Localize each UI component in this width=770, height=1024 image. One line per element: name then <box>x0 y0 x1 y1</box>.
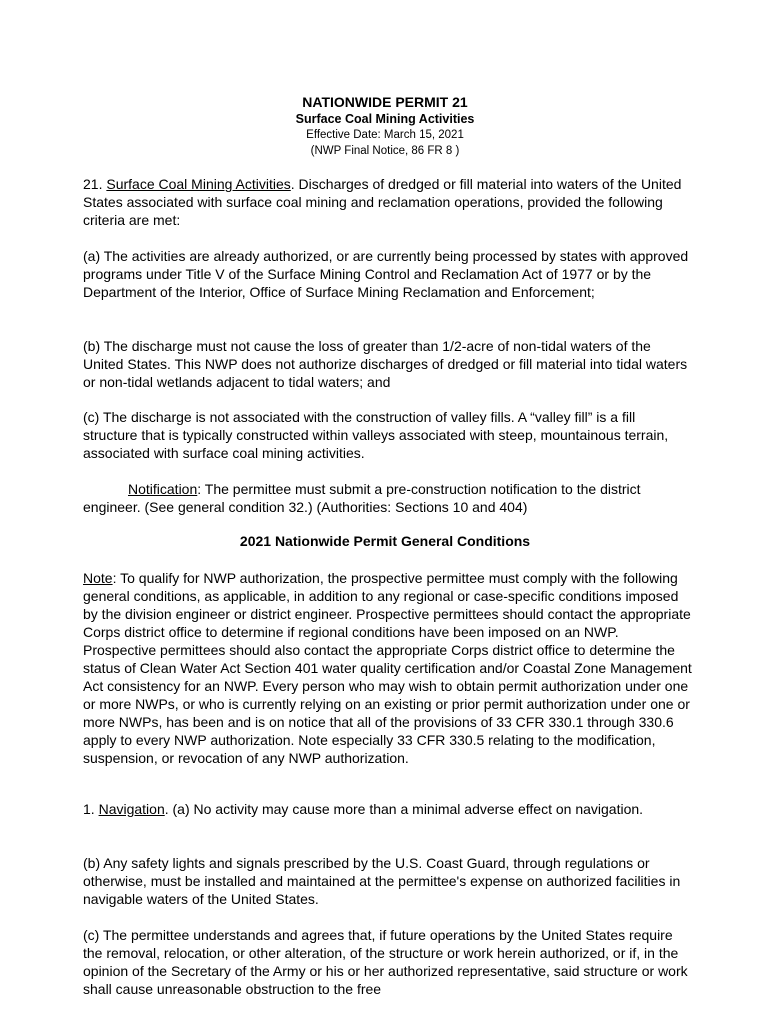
final-notice-ref: (NWP Final Notice, 86 FR 8 ) <box>310 145 460 157</box>
general-conditions-heading: 2021 Nationwide Permit General Conditions <box>239 533 531 549</box>
note-text: : To qualify for NWP authorization, the prospective permittee must comply with the following general conditions, as applicable, in addition to any regional or case-specific conditions imposed by the division engineer or district engineer. Prospective permittees should contact the appropriate Corps district office to determine if regional conditions have been imposed on an NWP. Prospective permittees should also contact the appropriate Corps district office to determine the status of Clean Water Act Section 401 water quality certification and/or Coastal Zone Management Act consistency for an NWP. Every person who may wish to obtain permit authorization under one or more NWPs, or who is currently relying on an existing or prior permit authorization under one or more NWPs, has been and is on notice that all of the provisions of 33 CFR 330.1 through 330.6 apply to every NWP authorization. Note especially 33 CFR 330.5 relating to the modification, suspension, or revocation of any NWP authorization. <box>83 570 692 766</box>
document-header <box>0 94 770 159</box>
criterion-a: (a) The activities are already authorized, or are currently being processed by states with approved programs under Title V of the Surface Mining Control and Reclamation Act of 1977 or by the Department of the Interior, Office of Surface Mining Reclamation and Enforcement; <box>83 248 689 300</box>
page-subtitle: Surface Coal Mining Activities <box>295 112 475 126</box>
note-paragraph <box>83 569 693 767</box>
criterion-c: (c) The discharge is not associated with the construction of valley fills. A “valley fill” is a fill structure that is typically constructed within valleys associated with steep, mountainous terrain, associated with surface coal mining activities. <box>83 409 669 461</box>
navigation-text: . (a) No activity may cause more than a minimal adverse effect on navigation. <box>164 801 644 817</box>
nwp21-intro <box>83 175 693 229</box>
page-title: NATIONWIDE PERMIT 21 <box>302 94 468 110</box>
navigation-b: (b) Any safety lights and signals prescribed by the U.S. Coast Guard, through regulations or otherwise, must be installed and maintained at the permittee's expense on authorized facilities in navigable waters of the United States. <box>83 855 681 907</box>
notification-label: Notification <box>128 481 198 497</box>
effective-date: Effective Date: March 15, 2021 <box>306 129 464 141</box>
navigation-c: (c) The permittee understands and agrees that, if future operations by the United States require the removal, relocation, or other alteration, of the structure or work herein authorized, or if, in the opinion of the Secretary of the Army or his or her authorized representative, said structure or work shall cause unreasonable obstruction to the free <box>83 927 688 997</box>
notification-text: : The permittee must submit a pre-construction notification to the district engineer. (See general condition 32.) (Authorities: Sections 10 and 404) <box>83 481 641 515</box>
navigation-label: Navigation <box>98 801 165 817</box>
nwp21-title: Surface Coal Mining Activities <box>106 176 291 192</box>
navigation-paragraph <box>83 800 693 818</box>
navigation-number: 1. <box>83 801 99 817</box>
nwp21-number: 21. <box>83 176 107 192</box>
notification-paragraph <box>83 480 693 516</box>
note-label: Note <box>83 570 113 586</box>
nwp21-text: . Discharges of dredged or fill material into waters of the United States associated with surface coal mining and reclamation operations, provided the following criteria are met: <box>83 176 682 228</box>
criterion-b: (b) The discharge must not cause the loss of greater than 1/2-acre of non-tidal waters of the United States. This NWP does not authorize discharges of dredged or fill material into tidal waters or non-tidal wetlands adjacent to tidal waters; and <box>83 338 688 390</box>
